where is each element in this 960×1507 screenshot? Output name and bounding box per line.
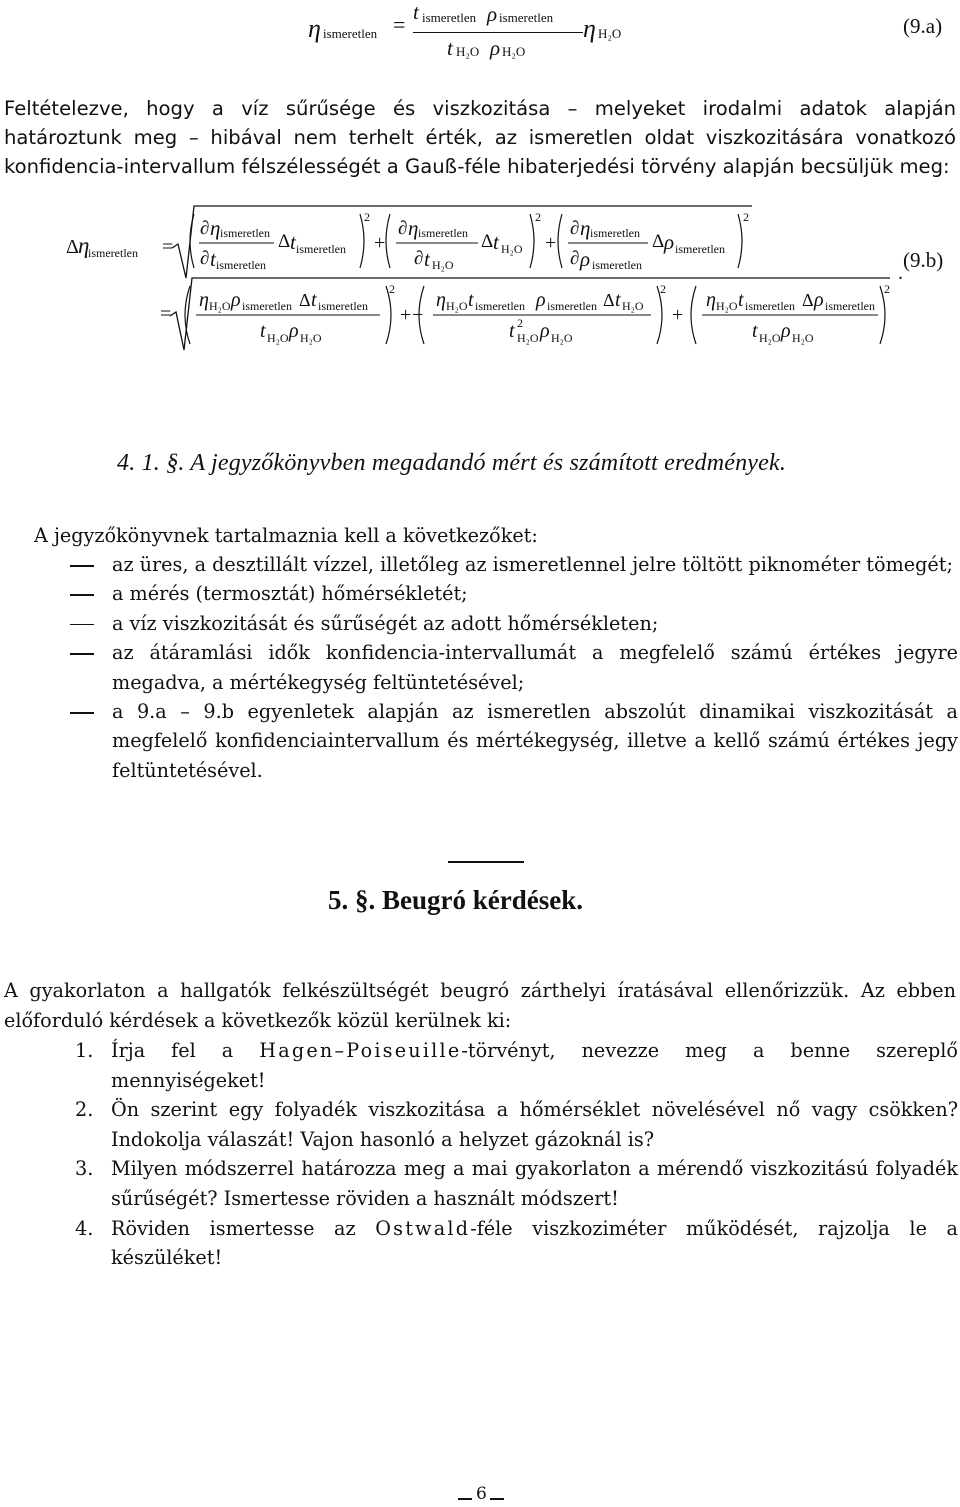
eq9b-r1t1-den-partial: ∂ [200, 248, 210, 269]
eq9b-r1t3-num-partial: ∂ [570, 218, 580, 239]
eq9b-r2t3-den-rho-sub: H₂O [792, 331, 814, 345]
eq9b-r1t2-den-t: t [424, 247, 430, 271]
list-item-text: a víz viszkozitását és sűrűségét az adott hőmérsékleten; [112, 611, 659, 635]
question-text-cont: -féle viszkoziméter működését, rajzolja le a készüléket! [111, 1216, 958, 1270]
list-item [70, 609, 958, 638]
eq9b-r2t1-den-t: t [260, 320, 266, 342]
eq9b-r2t1-exp: 2 [389, 282, 395, 296]
eq9b-r2t1-den-t-sub: H₂O [267, 331, 289, 345]
eq9b-r2t2-den-t-exp: 2 [517, 316, 523, 330]
eq9b-r2t2-exp: 2 [660, 282, 666, 296]
list-item [70, 579, 958, 608]
dash-bullet [70, 653, 94, 655]
eq9b-r2t3-den-t-sub: H₂O [759, 331, 781, 345]
eq9a-den-t: t [447, 36, 453, 60]
eq9b-r1t1-num-eta: η [210, 216, 221, 240]
eq9b-r2t2-num-eta-sub: H₂O [446, 299, 468, 313]
eq9a-den-rho-sub: H₂O [502, 44, 526, 59]
eq9b-r2t2-num-eta: η [436, 289, 446, 311]
eq9b-r1-plus1: + [374, 232, 386, 254]
eq9b-r2t2-num-t2: t [615, 289, 621, 311]
eq9b-r2t3-num-rho-sub: ismeretlen [825, 299, 875, 313]
dash-bullet [70, 594, 94, 596]
report-requirements-list [70, 550, 958, 785]
eq9b-r1t1-t: t [290, 230, 296, 254]
eq9b-r1t2-num-eta: η [408, 216, 419, 240]
question-text: Milyen módszerrel határozza meg a mai gyakorlaton a mérendő viszkozitású folyadék sűrűségét? Ismertesse röviden a használt módszert! [111, 1157, 958, 1210]
eq9b-r1t1-num-partial: ∂ [200, 218, 210, 239]
list-item [70, 697, 958, 785]
eq9b-r2t1-num-rho: ρ [231, 289, 241, 311]
eq9a-equals: = [393, 12, 406, 37]
eq9b-r2t3-den-t: t [752, 320, 758, 342]
section-5-title: 5. §. Beugró kérdések. [328, 885, 583, 915]
eq9a-lhs-sub: ismeretlen [323, 26, 378, 41]
eq9b-r1t3-exp: 2 [743, 210, 749, 224]
eq9b-r2t1-num-t-sub: ismeretlen [318, 299, 368, 313]
eq9b-r1t3-den-partial: ∂ [570, 248, 580, 269]
eq9b-r1t1-delta: Δ [278, 231, 291, 252]
eq9b-r2t3-num-t-sub: ismeretlen [745, 299, 795, 313]
eq9b-r1t1-den-sub: ismeretlen [216, 258, 266, 272]
eq9b-r2t1-num-rho-sub: ismeretlen [242, 299, 292, 313]
eq9b-r2t2-num-t: t [468, 289, 474, 311]
section-4-intro: A jegyzőkönyvnek tartalmaznia kell a következőket: [34, 524, 538, 547]
eq9b-eq1: = [162, 236, 174, 258]
eq9b-r1t1-exp: 2 [364, 210, 370, 224]
eq9b-r1t2-num-partial: ∂ [398, 218, 408, 239]
eq9b-r2t2-den-t: t [509, 320, 515, 342]
eq9b-r1t2-num-sub: ismeretlen [418, 226, 468, 240]
dash-bullet [70, 624, 94, 626]
eq9b-r2t1-den-rho: ρ [289, 320, 299, 342]
eq9b-eq2: = [160, 303, 172, 325]
eq9b-r2t2-den-rho-sub: H₂O [551, 331, 573, 345]
eq9b-r1t3-delta: Δ [652, 231, 665, 252]
eq9a-num-t-sub: ismeretlen [422, 10, 477, 25]
question-number: 2. [75, 1098, 94, 1122]
eq9a-den-t-sub: H₂O [456, 44, 480, 59]
question-number: 4. [75, 1216, 94, 1240]
eq9b-r2t1-num-t: t [311, 289, 317, 311]
section-5-intro: A gyakorlaton a hallgatók felkészültségét beugró zárthelyi íratásával ellenőrizzük. Az ebben előforduló kérdések a következők közül kerülnek ki: [4, 979, 956, 1032]
eq9b-r1t2-exp: 2 [535, 210, 541, 224]
eq9b-r1t1-t-sub: ismeretlen [296, 242, 346, 256]
eq9b-r2t3-num-delta: Δ [802, 290, 814, 310]
eq9b-r2t2-num-rho-sub: ismeretlen [547, 299, 597, 313]
eq9b-r2t2-minus: − [412, 304, 424, 326]
eq9b-r2t3-num-eta-sub: H₂O [716, 299, 738, 313]
eq9b-r2t2-den-t-sub: H₂O [517, 331, 539, 345]
eq9b-r2t3-num-rho: ρ [814, 289, 824, 311]
eq9a-rhs-eta: η [583, 14, 596, 43]
page-number-dash [490, 1498, 504, 1500]
eq9b-r1t3-num-sub: ismeretlen [590, 226, 640, 240]
eq9a-fraction-bar [413, 32, 583, 33]
eq9b-r2t3-exp: 2 [884, 282, 890, 296]
eq9b-r1t2-delta: Δ [481, 231, 494, 252]
eq9b-number: (9.b) [903, 248, 944, 272]
question-item [75, 1154, 958, 1213]
list-item-text: az üres, a desztillált vízzel, illetőleg az ismeretlennel jelre töltött piknométer tömegét; [112, 553, 953, 576]
eq9b-r1t3-rho-sub: ismeretlen [675, 242, 725, 256]
questions-list [75, 1036, 958, 1273]
eq9b-lhs-delta: Δ [66, 236, 79, 258]
eq9b-r2t2-num-rho: ρ [536, 289, 546, 311]
question-item [75, 1036, 958, 1095]
eq9b-r1t3-den-rho: ρ [580, 247, 591, 271]
eq9b-r1t2-den-sub: H₂O [432, 258, 454, 272]
question-name-hagen-poiseuille: Hagen–Poiseuille [259, 1039, 462, 1062]
equation-9b [0, 200, 960, 370]
question-number: 1. [75, 1039, 94, 1062]
eq9b-r2t3-num-eta: η [706, 289, 716, 311]
dash-bullet [70, 712, 94, 714]
list-item-text: a 9.a – 9.b egyenletek alapján az ismeretlen abszolút dinamikai viszkozitását a megfelelő konfidenciaintervallum és mértékegység, illetve a kellő számú értékes jegy feltüntetésével. [112, 700, 958, 782]
page-number: 6 [476, 1484, 487, 1504]
equation-9a [0, 0, 960, 70]
question-name-ostwald: Ostwald [375, 1216, 471, 1240]
eq9b-r2t2-num-delta: Δ [603, 290, 615, 310]
eq9b-period: . [898, 262, 903, 284]
eq9b-r2t3-den-rho: ρ [781, 320, 791, 342]
eq9a-number: (9.a) [903, 14, 943, 38]
eq9b-graphic [0, 200, 960, 370]
question-text: Röviden ismertesse az [111, 1216, 376, 1240]
list-item-text: az átáramlási idők konfidencia-intervallumát a megfelelő számú értékes jegyre megadva, a mértékegység feltüntetésével; [112, 641, 958, 694]
eq9b-r1-plus2: + [545, 232, 557, 254]
dash-bullet [70, 565, 94, 567]
eq9b-r2t1-den-rho-sub: H₂O [300, 331, 322, 345]
eq9b-r2t2-num-t-sub: ismeretlen [475, 299, 525, 313]
eq9b-lhs-eta: η [78, 233, 90, 258]
list-item-text: a mérés (termosztát) hőmérsékletét; [112, 582, 468, 606]
eq9b-r2t2-den-rho: ρ [540, 320, 550, 342]
question-item [75, 1214, 958, 1273]
question-text: Ön szerint egy folyadék viszkozitása a hőmérséklet növelésével nő vagy csökken? Indokolja válaszát! Vajon hasonló a helyzet gázoknál is? [111, 1098, 958, 1151]
paragraph-error-propagation: Feltételezve, hogy a víz sűrűsége és viszkozitása – melyeket irodalmi adatok alapján határoztunk meg – hibával nem terhelt érték, az ismeretlen oldat viszkozitására vonatkozó konfidencia-intervallum félszélességét a Gauß-féle hibaterjedési törvény alapján becsüljük meg: [4, 97, 956, 178]
eq9b-r2-plus1: + [400, 304, 412, 326]
question-number: 3. [75, 1157, 94, 1181]
eq9b-r2t1-num-eta: η [199, 289, 209, 311]
eq9b-r1t3-den-sub: ismeretlen [592, 258, 642, 272]
eq9b-r2-plus2: + [672, 304, 684, 326]
question-text: Írja fel a [111, 1039, 260, 1062]
eq9b-r1t2-den-partial: ∂ [414, 248, 424, 269]
eq9b-r1t1-den-t: t [210, 247, 216, 271]
eq9a-num-rho-sub: ismeretlen [499, 10, 554, 25]
page-number-dash [458, 1498, 472, 1500]
eq9b-r1t1-num-sub: ismeretlen [220, 226, 270, 240]
eq9b-r1t2-t-sub: H₂O [501, 242, 523, 256]
list-item [70, 550, 958, 579]
eq9b-r2t1-num-delta: Δ [299, 290, 311, 310]
eq9b-r2t2-num-t2-sub: H₂O [622, 299, 644, 313]
eq9a-lhs-eta: η [308, 14, 321, 43]
eq9b-r1t3-num-eta: η [580, 216, 591, 240]
question-text-cont: -törvényt, nevezze meg a benne szereplő mennyiségeket! [111, 1039, 958, 1092]
eq9b-r1t2-t: t [493, 230, 499, 254]
eq9a-num-t: t [413, 0, 419, 24]
list-item [70, 638, 958, 697]
eq9b-lhs-sub: ismeretlen [88, 246, 138, 260]
eq9b-r1t3-rho: ρ [664, 230, 675, 254]
eq9a-den-rho: ρ [490, 36, 501, 60]
eq9a-num-rho: ρ [487, 2, 498, 26]
eq9b-r2t3-num-t: t [738, 289, 744, 311]
section-divider [448, 861, 524, 863]
question-item [75, 1095, 958, 1154]
eq9b-r2t1-num-eta-sub: H₂O [209, 299, 231, 313]
section-4-title: 4. 1. §. A jegyzőkönyvben megadandó mért és számított eredmények. [117, 450, 787, 476]
eq9a-rhs-sub: H₂O [598, 26, 622, 41]
